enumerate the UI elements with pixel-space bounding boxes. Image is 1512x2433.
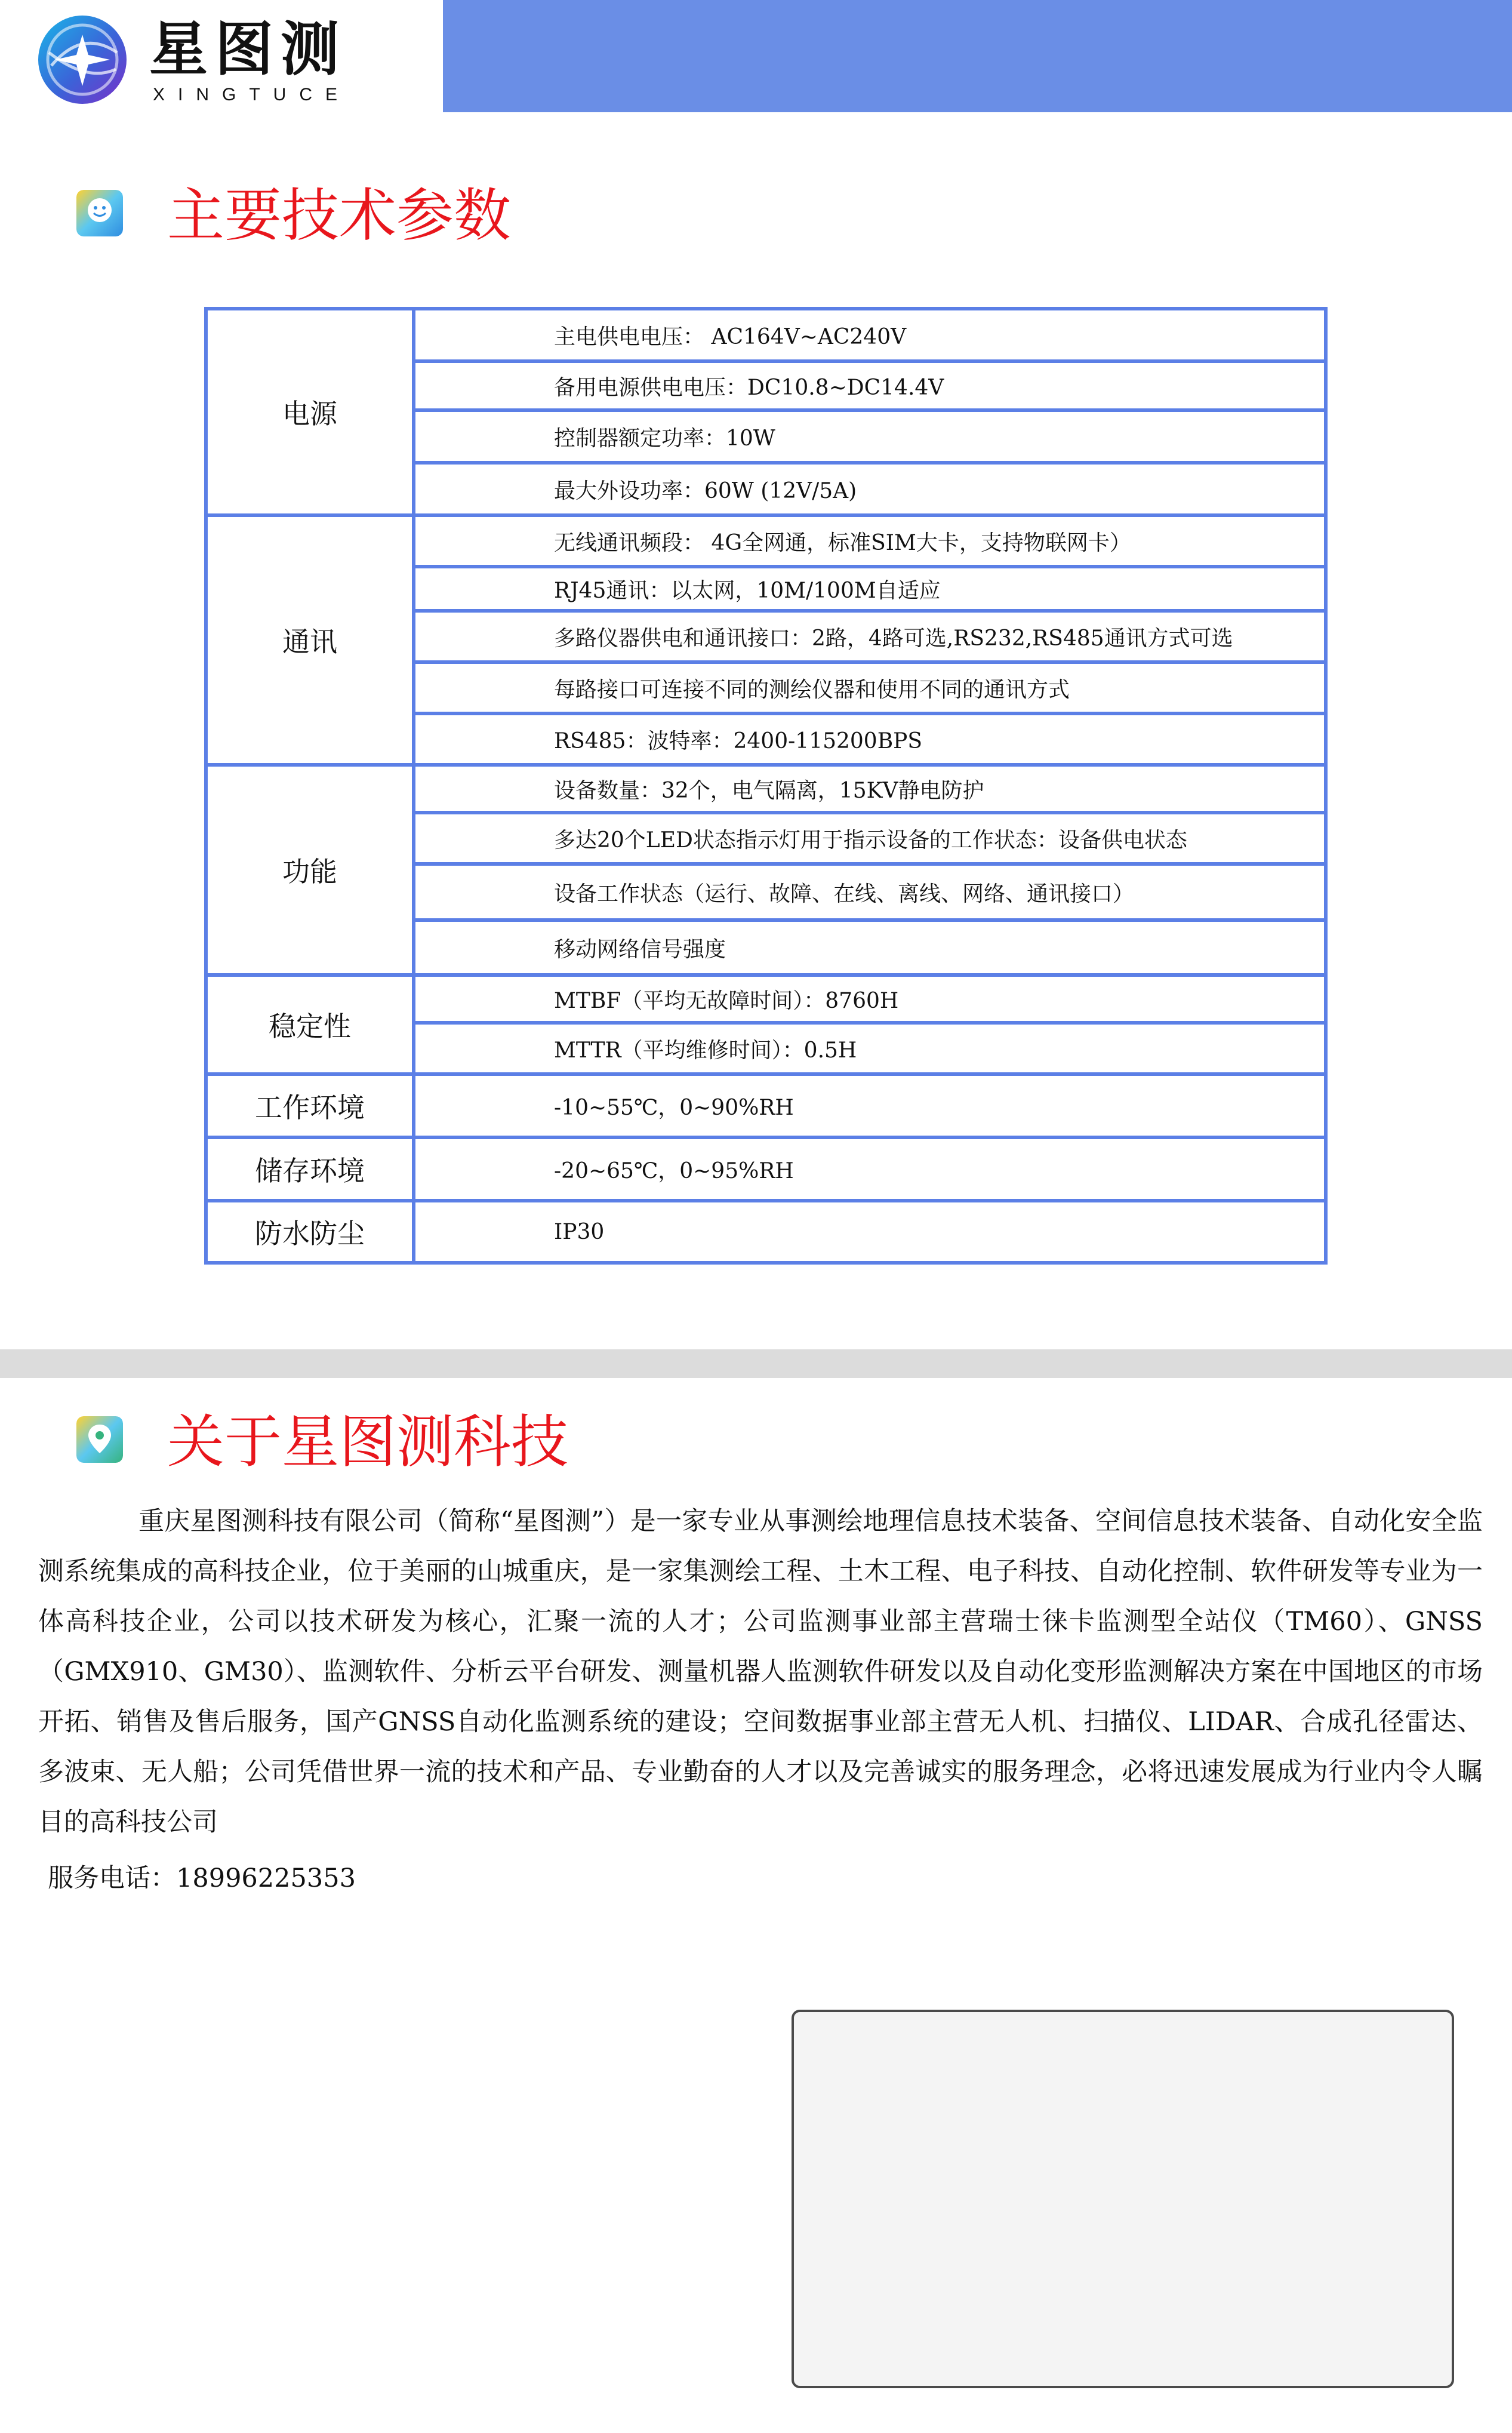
spec-row: RJ45通讯：以太网，10M/100M自适应 (412, 565, 1328, 613)
category-communication: 通讯 (204, 513, 415, 767)
category-operating-environment: 工作环境 (204, 1072, 415, 1139)
smiley-app-icon (76, 190, 123, 236)
header-blue-band (443, 0, 1512, 112)
specs-title: 主要技术参数 (167, 182, 511, 249)
logo-mark-icon (33, 11, 135, 112)
spec-row: 设备数量：32个，电气隔离，15KV静电防护 (412, 763, 1328, 814)
spec-row: 多达20个LED状态指示灯用于指示设备的工作状态：设备供电状态 (412, 811, 1328, 866)
spec-row: 设备工作状态（运行、故障、在线、离线、网络、通讯接口） (412, 862, 1328, 922)
category-stability: 稳定性 (204, 973, 415, 1076)
spec-row: MTBF（平均无故障时间）：8760H (412, 973, 1328, 1025)
category-ingress-protection: 防水防尘 (204, 1199, 415, 1265)
spec-row: 每路接口可连接不同的测绘仪器和使用不同的通讯方式 (412, 660, 1328, 715)
spec-row: 控制器额定功率：10W (412, 408, 1328, 465)
brand-name-cn: 星图测 (149, 16, 347, 84)
image-placeholder-box (792, 2010, 1454, 2388)
section-divider (0, 1349, 1512, 1378)
service-phone: 服务电话：18996225353 (48, 1863, 356, 1893)
spec-row: IP30 (412, 1199, 1328, 1265)
brand-name-en: XINGTUCE (153, 85, 351, 104)
spec-row: -10~55℃，0~90%RH (412, 1072, 1328, 1139)
spec-row: 主电供电电压： AC164V~AC240V (412, 307, 1328, 363)
spec-row: RS485：波特率：2400-115200BPS (412, 712, 1328, 767)
spec-row: -20~65℃，0~95%RH (412, 1136, 1328, 1202)
header-bar (0, 0, 1512, 112)
category-function: 功能 (204, 763, 415, 977)
spec-row: 最大外设功率：60W (12V/5A) (412, 461, 1328, 517)
spec-row: 备用电源供电电压：DC10.8~DC14.4V (412, 359, 1328, 412)
category-storage-environment: 储存环境 (204, 1136, 415, 1202)
location-app-icon (76, 1416, 123, 1463)
about-body (38, 1496, 1483, 1847)
spec-row: 无线通讯频段： 4G全网通，标准SIM大卡，支持物联网卡） (412, 513, 1328, 568)
spec-table (204, 307, 1328, 1265)
about-paragraph: 重庆星图测科技有限公司（简称“星图测”）是一家专业从事测绘地理信息技术装备、空间信息技术装备、自动化安全监测系统集成的高科技企业，位于美丽的山城重庆，是一家集测绘工程、土木工程、电子科技、自动化控制、软件研发等专业为一体高科技企业，公司以技术研发为核心，汇聚一流的人才；公司监测事业部主营瑞士徕卡监测型全站仪（TM60）、GNSS（GMX910、GM30）、监测软件、分析云平台研发、测量机器人监测软件研发以及自动化变形监测解决方案在中国地区的市场开拓、销售及售后服务，国产GNSS自动化监测系统的建设；空间数据事业部主营无人机、扫描仪、LIDAR、合成孔径雷达、多波束、无人船；公司凭借世界一流的技术和产品、专业勤奋的人才以及完善诚实的服务理念，必将迅速发展成为行业内令人瞩目的高科技公司 (38, 1506, 1483, 1837)
spec-row: 多路仪器供电和通讯接口：2路，4路可选,RS232,RS485通讯方式可选 (412, 609, 1328, 664)
about-title: 关于星图测科技 (167, 1408, 568, 1475)
spec-row: 移动网络信号强度 (412, 918, 1328, 977)
spec-row: MTTR（平均维修时间）：0.5H (412, 1021, 1328, 1076)
brand-logo (33, 11, 463, 106)
category-power: 电源 (204, 307, 415, 517)
